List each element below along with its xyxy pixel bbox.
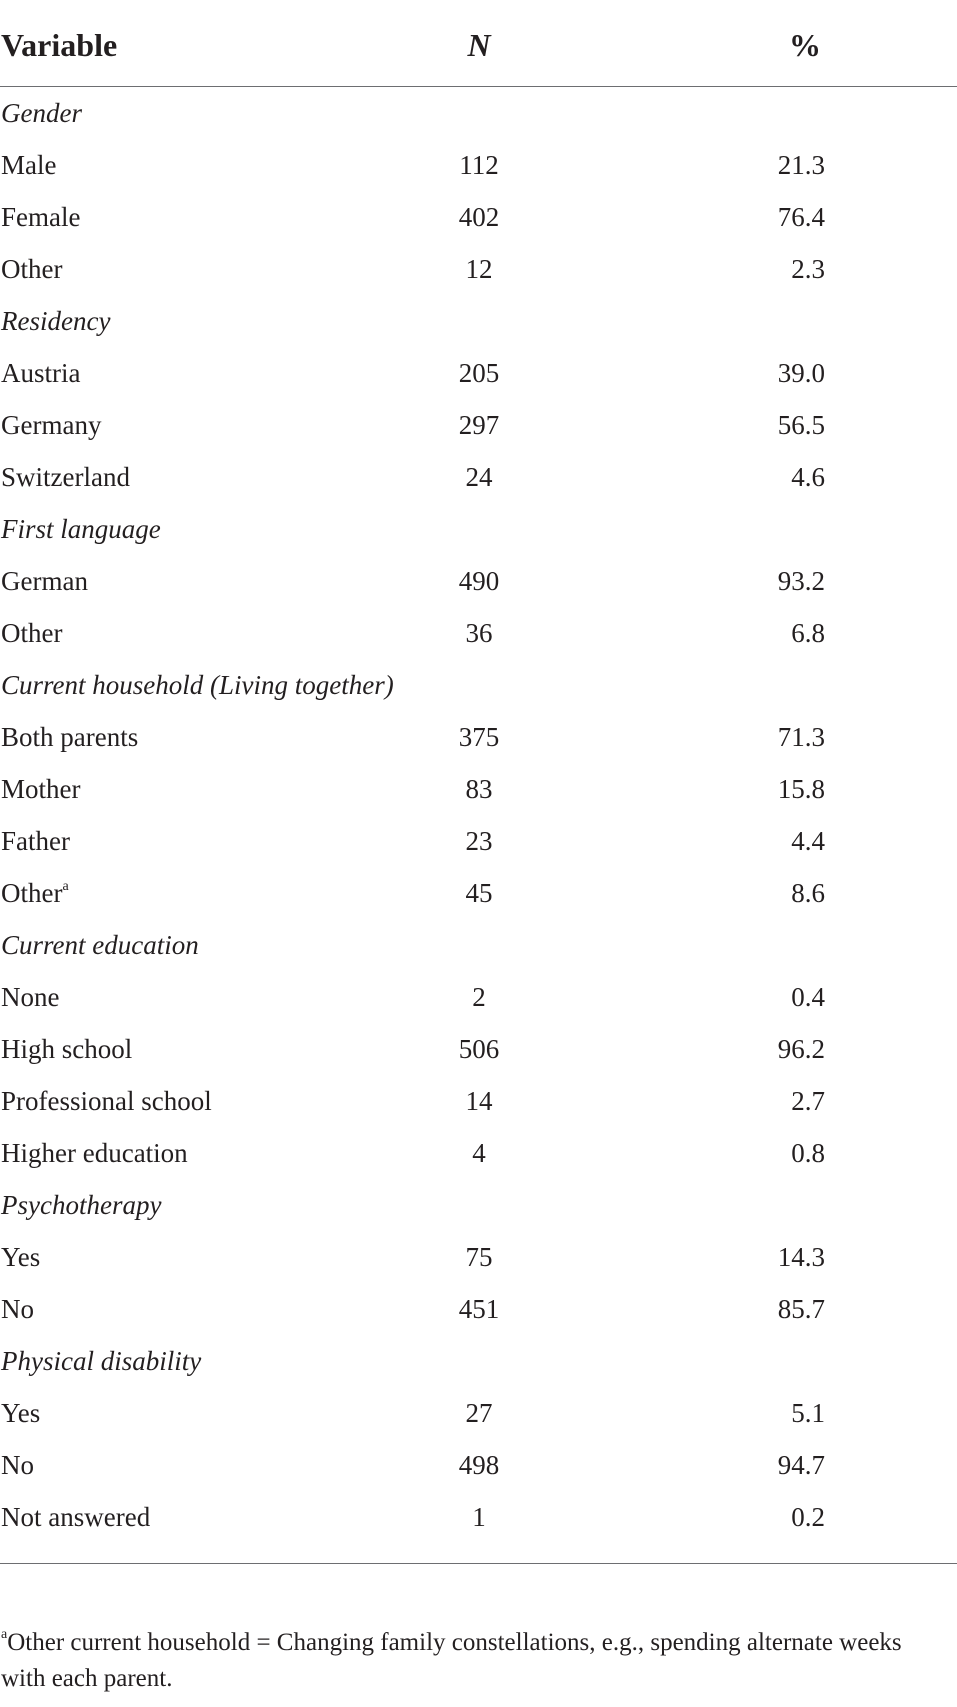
footnote-marker: a (1, 1627, 8, 1642)
row-label-text: Not answered (1, 1502, 151, 1532)
row-percent-value: 71.3 (777, 722, 825, 752)
row-label-text: Mother (1, 774, 81, 804)
row-label (1, 815, 70, 867)
table-row (0, 191, 957, 243)
row-n-value: 45 (465, 878, 493, 908)
row-label (1, 1439, 34, 1491)
row-label (1, 399, 101, 451)
row-percent-value: 39.0 (777, 358, 825, 388)
row-percent-value: 0.4 (791, 982, 825, 1012)
table-row (0, 815, 957, 867)
row-percent-value: 56.5 (777, 410, 825, 440)
table-row (0, 711, 957, 763)
row-label (1, 1231, 40, 1283)
table-header-row (0, 0, 957, 87)
group-title: Physical disability (1, 1346, 202, 1376)
row-label-text: Austria (1, 358, 81, 388)
row-label (1, 1491, 150, 1543)
table-row (0, 1231, 957, 1283)
table-footnote (1, 1625, 931, 1697)
row-percent-value: 5.1 (791, 1398, 825, 1428)
table-row (0, 555, 957, 607)
row-percent-value: 0.2 (791, 1502, 825, 1532)
row-label (1, 191, 80, 243)
table-row (0, 243, 957, 295)
group-title: First language (1, 514, 161, 544)
row-label-text: Yes (1, 1398, 41, 1428)
row-n-value: 451 (458, 1294, 500, 1324)
row-n-value: 402 (458, 202, 500, 232)
row-label (1, 711, 138, 763)
row-label-text: High school (1, 1034, 133, 1064)
group-title: Psychotherapy (1, 1190, 162, 1220)
row-percent-value: 14.3 (777, 1242, 825, 1272)
row-n-value: 112 (459, 150, 499, 180)
row-n-value: 14 (465, 1086, 493, 1116)
row-label (1, 555, 88, 607)
row-percent-value: 6.8 (791, 618, 825, 648)
table-row (0, 1439, 957, 1491)
group-heading-row (0, 503, 957, 555)
table-bottom-rule (0, 1563, 957, 1564)
row-percent-value: 76.4 (777, 202, 825, 232)
group-heading-row (0, 87, 957, 139)
row-footnote-marker: a (62, 879, 69, 894)
row-n-value: 24 (465, 462, 493, 492)
row-percent-value: 4.4 (791, 826, 825, 856)
table-row (0, 763, 957, 815)
row-label (1, 139, 56, 191)
row-label-text: Germany (1, 410, 102, 440)
row-percent-value: 15.8 (777, 774, 825, 804)
row-label-text: German (1, 566, 88, 596)
group-title: Gender (1, 98, 82, 128)
table-row (0, 1023, 957, 1075)
table-row (0, 1491, 957, 1543)
table-row (0, 451, 957, 503)
row-label-text: No (1, 1450, 34, 1480)
row-percent-value: 85.7 (777, 1294, 825, 1324)
row-label (1, 1023, 132, 1075)
row-label-text: Father (1, 826, 70, 856)
row-label (1, 1075, 212, 1127)
row-label (1, 1387, 40, 1439)
header-variable: Variable (1, 27, 118, 63)
row-percent-value: 0.8 (791, 1138, 825, 1168)
group-heading-row (0, 659, 957, 711)
group-title: Residency (1, 306, 111, 336)
row-label-text: Other (1, 618, 63, 648)
row-n-value: 23 (465, 826, 493, 856)
table-row (0, 607, 957, 659)
row-label-text: Yes (1, 1242, 41, 1272)
row-label-text: No (1, 1294, 34, 1324)
row-n-value: 1 (472, 1502, 486, 1532)
row-n-value: 498 (458, 1450, 500, 1480)
row-label-text: Professional school (1, 1086, 212, 1116)
row-percent-value: 8.6 (791, 878, 825, 908)
row-percent-value: 21.3 (777, 150, 825, 180)
group-title: Current education (1, 930, 199, 960)
table-row (0, 139, 957, 191)
row-percent-value: 93.2 (777, 566, 825, 596)
row-n-value: 506 (458, 1034, 500, 1064)
footnote-text: Other current household = Changing family constellations, e.g., spending alternate weeks with each parent. (1, 1629, 902, 1692)
group-heading-row (0, 919, 957, 971)
row-percent-value: 2.3 (791, 254, 825, 284)
table-row (0, 1127, 957, 1179)
row-label-text: None (1, 982, 60, 1012)
row-label-text: Higher education (1, 1138, 188, 1168)
header-percent: % (789, 27, 821, 63)
table-row (0, 1075, 957, 1127)
group-title: Current household (Living together) (1, 670, 394, 700)
group-heading-row (0, 295, 957, 347)
header-n: N (467, 27, 491, 63)
row-n-value: 4 (472, 1138, 486, 1168)
table-row (0, 1283, 957, 1335)
row-n-value: 205 (458, 358, 500, 388)
row-percent-value: 96.2 (777, 1034, 825, 1064)
row-percent-value: 4.6 (791, 462, 825, 492)
row-n-value: 83 (465, 774, 493, 804)
row-label (1, 1127, 188, 1179)
row-label (1, 607, 62, 659)
row-n-value: 2 (472, 982, 486, 1012)
row-n-value: 12 (465, 254, 493, 284)
row-n-value: 297 (458, 410, 500, 440)
table-row (0, 1387, 957, 1439)
row-percent-value: 2.7 (791, 1086, 825, 1116)
row-label-text: Other (1, 254, 63, 284)
table-row (0, 347, 957, 399)
table-row (0, 867, 957, 919)
row-label (1, 971, 59, 1023)
group-heading-row (0, 1335, 957, 1387)
group-heading-row (0, 1179, 957, 1231)
row-percent-value: 94.7 (777, 1450, 825, 1480)
row-label (1, 243, 62, 295)
table-row (0, 399, 957, 451)
row-label (1, 347, 80, 399)
row-label-text: Other (1, 878, 63, 908)
row-label (1, 451, 130, 503)
row-label (1, 867, 69, 919)
row-label-text: Switzerland (1, 462, 130, 492)
row-label (1, 1283, 34, 1335)
row-n-value: 36 (465, 618, 493, 648)
row-label-text: Male (1, 150, 57, 180)
table-body (0, 87, 957, 1543)
row-label-text: Female (1, 202, 81, 232)
row-n-value: 490 (458, 566, 500, 596)
row-n-value: 27 (465, 1398, 493, 1428)
row-label (1, 763, 80, 815)
row-label-text: Both parents (1, 722, 139, 752)
row-n-value: 375 (458, 722, 500, 752)
row-n-value: 75 (465, 1242, 493, 1272)
table-row (0, 971, 957, 1023)
